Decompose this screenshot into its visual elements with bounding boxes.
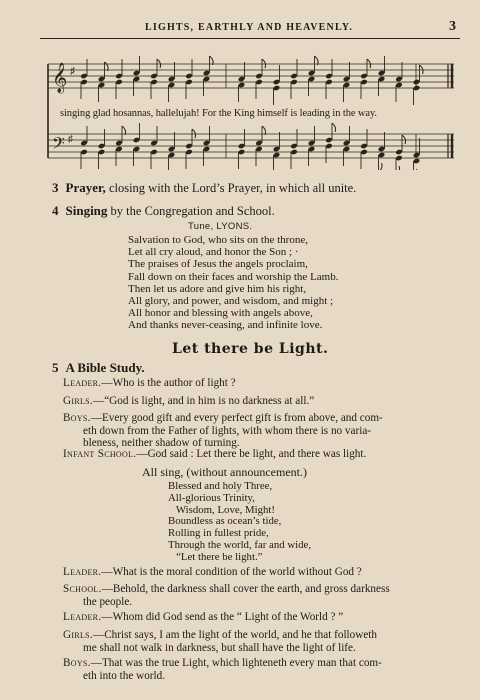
treble-notes [80,56,423,105]
poem-line: Wisdom, Love, Might! [168,503,276,516]
item-heading: Singing [65,203,108,218]
sharp-icon: ♯ [68,134,73,145]
item-heading: A Bible Study. [65,360,145,375]
speaker-text-cont: the people. [83,595,133,608]
item-heading: Prayer, [65,180,106,195]
speaker-text: —“God is light, and in him is no darkness at all.” [93,395,315,407]
bass-clef-icon: 𝄢 [52,133,65,157]
lyric-line: singing glad hosannas, hallelujah! For the King himself is leading in the way. [60,108,377,119]
treble-clef-icon: 𝄞 [52,63,68,93]
hymn-line: All glory, and power, and wisdom, and might ; [128,295,334,308]
running-header [40,20,460,39]
all-sing-direction: All sing, (without announcement.) [142,465,307,479]
speaker-role: Girls. [63,629,94,641]
dialogue-infant-school [63,448,458,461]
speaker-text-cont: me shall not walk in darkness, but shall have the light of life. [83,641,356,654]
speaker-text: —Who is the author of light ? [101,377,236,389]
dialogue-boys-1 [63,412,458,450]
item-number: 4 [52,203,59,218]
poem-line: All-glorious Trinity, [168,491,255,504]
sharp-icon: ♯ [70,66,75,77]
order-item-prayer [52,180,356,196]
tune-name: Tune, LYONS. [188,221,253,232]
dialogue-boys-2 [63,657,458,682]
order-item-bible-study [52,360,145,376]
dialogue-girls-1 [63,395,458,408]
speaker-text: —What is the moral condition of the world without God ? [101,566,362,578]
dialogue-school [63,583,458,608]
page-number: 3 [449,19,456,34]
speaker-role: Infant School. [63,448,137,460]
speaker-role: Girls. [63,395,94,407]
treble-staff [48,64,454,88]
speaker-text-cont: eth down from the Father of lights, with whom there is no varia- [83,424,372,437]
item-number: 5 [52,360,59,375]
item-text: closing with the Lord’s Prayer, in which all unite. [105,181,357,195]
speaker-role: Boys. [63,657,91,669]
speaker-role: School. [63,583,102,595]
poem-line: Rolling in fullest pride, [168,527,269,540]
hymn-line: And thanks never-ceasing, and infinite love. [128,319,323,332]
speaker-role: Leader. [63,377,102,389]
hymn-line: Let all cry aloud, and honor the Son ; · [128,246,299,259]
hymn-line: Then let us adore and give him his right, [128,282,307,295]
poem-verse [168,481,311,564]
bass-staff [48,134,454,158]
speaker-text: —Christ says, I am the light of the world, and he that followeth [93,629,378,641]
speaker-text: —Whom did God send as the “ Light of the World ? ” [101,611,344,623]
hymn-line: Salvation to God, who sits on the throne, [128,234,308,246]
hymn-line: The praises of Jesus the angels proclaim, [128,258,308,271]
dialogue-leader-2 [63,566,458,579]
poem-line: Boundless as ocean’s tide, [168,515,282,528]
speaker-text: —Behold, the darkness shall cover the earth, and gross darkness [101,583,390,595]
speaker-role: Boys. [63,412,91,424]
hymn-line: All honor and blessing with angels above, [128,307,313,320]
speaker-text: —That was the true Light, which lighteneth every man that com- [90,657,382,669]
running-title: LIGHTS, EARTHLY AND HEAVENLY. [145,22,354,33]
order-item-singing [52,203,275,219]
poem-line: “Let there be light.” [168,550,263,563]
bass-notes [80,123,420,170]
item-number: 3 [52,180,59,195]
speaker-text-cont: eth into the world. [83,669,166,682]
speaker-role: Leader. [63,566,102,578]
dialogue-leader-3 [63,611,458,624]
speaker-text: —Every good gift and every perfect gift is from above, and com- [90,412,383,424]
hymn-line: Fall down on their faces and worship the Lamb. [128,270,339,283]
hymn-verses [128,234,338,332]
poem-line: Blessed and holy Three, [168,480,273,492]
dialogue-girls-2 [63,629,458,654]
item-text: by the Congregation and School. [107,204,275,218]
poem-line: Through the world, far and wide, [168,538,312,551]
speaker-text: —God said : Let there be light, and there was light. [136,448,367,460]
speaker-role: Leader. [63,611,102,623]
dialogue-leader-1 [63,377,458,390]
section-title: Let there be Light. [172,341,329,357]
speaker-text-cont: bleness, neither shadow of turning. [83,437,240,450]
